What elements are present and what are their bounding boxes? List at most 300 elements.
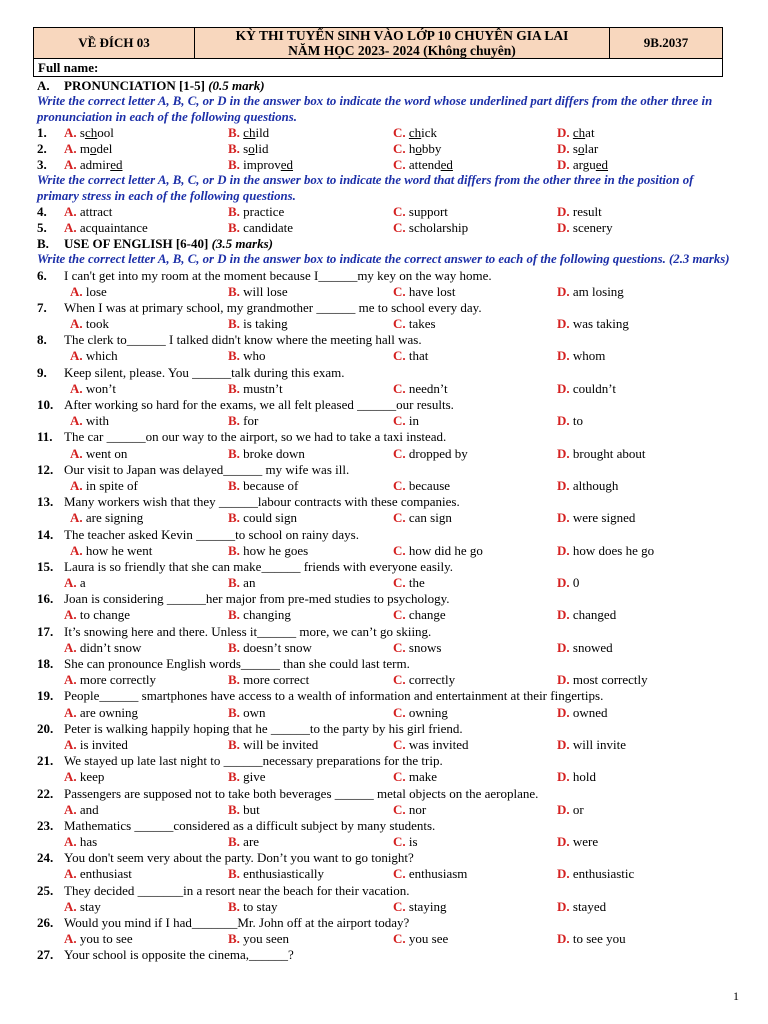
underlined-part: o xyxy=(90,141,97,156)
option-letter: B. xyxy=(228,672,240,688)
option xyxy=(64,802,99,818)
option-letter: B. xyxy=(228,801,240,817)
pronunciation-instruction: Write the correct letter A, B, C, or D in the answer box to indicate the word whose underlined part differs from the other three in pronunciation in each of the following questions. xyxy=(37,94,713,124)
option-text: doesn’t snow xyxy=(243,639,312,655)
option-text: are signing xyxy=(85,510,144,526)
option-letter: C. xyxy=(393,380,406,396)
question-stem-row xyxy=(37,591,737,607)
option-letter: C. xyxy=(393,769,406,785)
option-text: was invited xyxy=(408,736,469,752)
option-letter: C. xyxy=(393,704,406,720)
question-stem: When I was at primary school, my grandmother ______ me to school every day. xyxy=(64,299,482,315)
option-text-prefix: attend xyxy=(408,157,441,172)
option-text: am losing xyxy=(572,283,624,299)
question-stem: She can pronounce English words______ than she could last term. xyxy=(64,656,410,671)
option-letter: B. xyxy=(228,316,240,332)
question xyxy=(37,268,737,300)
section-a-heading xyxy=(37,78,737,94)
question-number: 24. xyxy=(37,850,54,866)
option-letter: B. xyxy=(228,413,240,429)
option xyxy=(557,284,624,300)
option-letter: B. xyxy=(228,931,240,947)
option xyxy=(64,931,133,947)
option xyxy=(228,640,312,656)
question-row xyxy=(37,204,737,220)
question-number: 12. xyxy=(37,461,54,477)
option-text: didn’t snow xyxy=(79,639,142,655)
option-text: how he goes xyxy=(243,542,309,558)
option-text: with xyxy=(85,413,110,429)
option-letter: D. xyxy=(557,607,570,623)
option xyxy=(228,834,259,850)
option-letter: C. xyxy=(393,801,406,817)
option-letter: A. xyxy=(70,542,83,558)
question-row xyxy=(37,141,737,157)
option xyxy=(228,543,308,559)
option-letter: D. xyxy=(557,204,570,219)
option-text: nor xyxy=(408,801,427,817)
option xyxy=(557,413,583,429)
option xyxy=(70,446,127,462)
option-letter: A. xyxy=(64,898,77,914)
option-text: brought about xyxy=(572,445,646,461)
option-text-suffix: ild xyxy=(255,125,270,140)
question-stem: You don't seem very about the party. Don’t you want to go tonight? xyxy=(64,850,414,866)
options-row xyxy=(37,510,737,526)
option-letter: D. xyxy=(557,575,570,591)
option-text: most correctly xyxy=(572,672,648,688)
option xyxy=(557,543,654,559)
question-stem-row xyxy=(37,300,737,316)
question-number: 27. xyxy=(37,947,54,963)
option-text: more correctly xyxy=(79,672,157,688)
option xyxy=(228,204,284,220)
full-name-label: Full name: xyxy=(34,59,723,77)
option-text: can sign xyxy=(408,510,452,526)
question-number: 17. xyxy=(37,623,54,639)
option-letter: B. xyxy=(228,157,240,172)
option-letter: B. xyxy=(228,607,240,623)
option xyxy=(393,769,437,785)
option xyxy=(557,141,598,157)
option-text-prefix: admir xyxy=(79,157,111,172)
option xyxy=(393,204,448,220)
option-letter: A. xyxy=(70,380,83,396)
question-stem: People______ smartphones have access to a wealth of information and entertainment at their fingertips. xyxy=(64,688,604,704)
option xyxy=(228,348,266,364)
option-text: have lost xyxy=(408,283,456,299)
question-number: 2. xyxy=(37,141,47,156)
section-b-mark: (3.5 marks) xyxy=(211,236,273,251)
option xyxy=(557,348,605,364)
section-b-heading xyxy=(37,236,737,252)
question xyxy=(37,332,737,364)
option-text: in spite of xyxy=(85,477,138,493)
option-letter: B. xyxy=(228,704,240,720)
question-stem: Passengers are supposed not to take both beverages ______ metal objects on the aeroplane. xyxy=(64,785,539,801)
option xyxy=(64,204,112,220)
option-text-suffix: ool xyxy=(97,125,114,140)
option xyxy=(64,157,123,173)
question-row xyxy=(37,220,737,236)
option xyxy=(557,446,645,462)
question xyxy=(37,591,737,623)
options-row xyxy=(37,316,737,332)
question-stem: Peter is walking happily hoping that he ______to the party by his girl friend. xyxy=(64,720,463,736)
option-text: lose xyxy=(85,283,107,299)
option-text-suffix: bby xyxy=(421,141,442,156)
option xyxy=(393,931,448,947)
options-row xyxy=(37,607,737,623)
question-stem-row xyxy=(37,753,737,769)
options-row xyxy=(37,543,737,559)
option-text: because xyxy=(408,477,451,493)
option-letter: D. xyxy=(557,141,570,156)
option-text: were xyxy=(572,834,599,850)
section-b-title: USE OF ENGLISH [6-40] xyxy=(64,236,209,251)
question-number: 8. xyxy=(37,332,47,348)
option-text: support xyxy=(408,204,448,219)
option xyxy=(393,157,453,173)
question-stem: Would you mind if I had_______Mr. John off at the airport today? xyxy=(64,915,410,930)
options-row xyxy=(37,348,737,364)
option xyxy=(557,737,626,753)
stress-questions xyxy=(37,204,737,236)
option-text-prefix: m xyxy=(79,141,91,156)
option-text: to see you xyxy=(572,931,626,947)
option-letter: C. xyxy=(393,931,406,947)
option-letter: D. xyxy=(557,477,570,493)
option-letter: C. xyxy=(393,834,406,850)
option-letter: A. xyxy=(64,672,77,688)
section-b-letter: B. xyxy=(37,236,49,251)
option-letter: D. xyxy=(557,157,570,172)
option-letter: A. xyxy=(64,125,77,140)
option-letter: D. xyxy=(557,125,570,140)
question xyxy=(37,397,737,429)
option-letter: C. xyxy=(393,575,406,591)
option-letter: D. xyxy=(557,834,570,850)
option-letter: A. xyxy=(64,769,77,785)
options-row xyxy=(37,834,737,850)
question-stem-row xyxy=(37,494,737,510)
question-row xyxy=(37,125,737,141)
underlined-part: ch xyxy=(572,125,586,140)
question-stem-row xyxy=(37,786,737,802)
question xyxy=(37,753,737,785)
question-number: 19. xyxy=(37,688,54,704)
question-stem: Joan is considering ______her major from pre-med studies to psychology. xyxy=(64,591,450,607)
option-text: will be invited xyxy=(243,736,319,752)
option-text: change xyxy=(408,607,446,623)
option xyxy=(64,640,141,656)
option-letter: A. xyxy=(64,141,77,156)
question-stem: Our visit to Japan was delayed______ my wife was ill. xyxy=(64,461,350,477)
option-text: will lose xyxy=(243,283,288,299)
option-letter: D. xyxy=(557,220,570,235)
question xyxy=(37,915,737,947)
option-text: needn’t xyxy=(408,380,448,396)
options-row xyxy=(37,931,737,947)
option-text-prefix: s xyxy=(243,141,249,156)
underlined-part: ed xyxy=(595,157,609,172)
exam-code: 9B.2037 xyxy=(610,28,723,59)
option-text: scholarship xyxy=(408,220,469,235)
option-letter: B. xyxy=(228,445,240,461)
option-text: broke down xyxy=(243,445,305,461)
option xyxy=(557,510,635,526)
option-text: an xyxy=(243,575,256,591)
option xyxy=(228,316,288,332)
question-stem-row xyxy=(37,332,737,348)
question-stem-row xyxy=(37,462,737,478)
option xyxy=(393,413,419,429)
option-text: you seen xyxy=(243,931,290,947)
option-text: takes xyxy=(408,316,436,332)
option-text: has xyxy=(79,834,98,850)
option xyxy=(393,866,467,882)
option xyxy=(64,834,97,850)
underlined-part: ch xyxy=(408,125,422,140)
question-stem: We stayed up late last night to ______necessary preparations for the trip. xyxy=(64,753,443,769)
option-letter: B. xyxy=(228,542,240,558)
option-text: owned xyxy=(572,704,608,720)
option-text: were signed xyxy=(572,510,636,526)
option xyxy=(557,866,634,882)
option-letter: D. xyxy=(557,672,570,688)
option-text: practice xyxy=(243,204,285,219)
option-text: went on xyxy=(85,445,128,461)
option-text: keep xyxy=(79,769,105,785)
section-a-letter: A. xyxy=(37,78,50,93)
option xyxy=(393,640,441,656)
option xyxy=(70,348,118,364)
option xyxy=(393,802,426,818)
question-number: 6. xyxy=(37,267,47,283)
option xyxy=(393,737,468,753)
option xyxy=(228,381,283,397)
option xyxy=(70,316,109,332)
option-letter: C. xyxy=(393,413,406,429)
option-text: and xyxy=(79,801,99,817)
option-text-prefix: s xyxy=(79,125,85,140)
question-number: 4. xyxy=(37,204,47,219)
question-number: 11. xyxy=(37,429,53,445)
question-number: 13. xyxy=(37,494,54,510)
option xyxy=(228,220,293,236)
option-letter: B. xyxy=(228,736,240,752)
option-text: own xyxy=(243,704,266,720)
option-text: took xyxy=(85,316,110,332)
question xyxy=(37,656,737,688)
option xyxy=(393,834,418,850)
option-letter: B. xyxy=(228,380,240,396)
question xyxy=(37,688,737,720)
option xyxy=(557,640,613,656)
option-text: who xyxy=(243,348,266,364)
option-text: will invite xyxy=(572,736,626,752)
option xyxy=(557,834,598,850)
option-text: is invited xyxy=(79,736,128,752)
question-stem-row xyxy=(37,624,737,640)
option-text: is taking xyxy=(243,316,288,332)
option-text: enthusiasm xyxy=(408,866,468,882)
option-letter: A. xyxy=(70,348,83,364)
option-text: you see xyxy=(408,931,449,947)
option xyxy=(64,125,114,141)
option-letter: D. xyxy=(557,931,570,947)
option-letter: C. xyxy=(393,204,406,219)
option-letter: D. xyxy=(557,413,570,429)
question xyxy=(37,494,737,526)
option xyxy=(393,381,448,397)
use-of-english-instruction: Write the correct letter A, B, C, or D in the answer box to indicate the correct answer to each of the following questions. (2.3 marks) xyxy=(37,252,730,266)
option-letter: A. xyxy=(64,607,77,623)
option-text: to change xyxy=(79,607,131,623)
option-letter: D. xyxy=(557,348,570,364)
question-number: 21. xyxy=(37,753,54,769)
underlined-part: ed xyxy=(440,157,453,172)
option-text: you to see xyxy=(79,931,133,947)
option-text: result xyxy=(572,204,602,219)
option-letter: B. xyxy=(228,283,240,299)
option-text: more correct xyxy=(243,672,310,688)
option-letter: C. xyxy=(393,607,406,623)
underlined-part: ch xyxy=(243,125,256,140)
option xyxy=(70,510,143,526)
option-letter: D. xyxy=(557,639,570,655)
option-letter: D. xyxy=(557,898,570,914)
question-stem: Mathematics ______considered as a difficult subject by many students. xyxy=(64,817,436,833)
option xyxy=(228,802,260,818)
option-letter: B. xyxy=(228,639,240,655)
option-text: attract xyxy=(79,204,113,219)
question-stem: The teacher asked Kevin ______to school on rainy days. xyxy=(64,526,359,542)
options-row xyxy=(37,899,737,915)
options-row xyxy=(37,381,737,397)
option xyxy=(64,672,156,688)
question-number: 20. xyxy=(37,720,54,736)
option-text: owning xyxy=(408,704,448,720)
question-stem: The clerk to______ I talked didn't know where the meeting hall was. xyxy=(64,332,422,348)
option-text: which xyxy=(85,348,118,364)
option-text-prefix: s xyxy=(572,141,578,156)
option-text: in xyxy=(408,413,420,429)
option-text: for xyxy=(243,413,259,429)
option-letter: C. xyxy=(393,477,406,493)
option xyxy=(64,141,112,157)
options-row xyxy=(37,672,737,688)
options-row xyxy=(37,284,737,300)
option xyxy=(393,510,452,526)
option-text: won’t xyxy=(85,380,116,396)
question-stem: Your school is opposite the cinema,______? xyxy=(64,947,294,963)
option-letter: B. xyxy=(228,125,240,140)
options-row xyxy=(37,866,737,882)
underlined-part: o xyxy=(577,141,585,156)
page-number: 1 xyxy=(733,989,739,1003)
option xyxy=(557,672,648,688)
question xyxy=(37,786,737,818)
question-stem: I can't get into my room at the moment because I______my key on the way home. xyxy=(64,267,492,283)
question-stem: They decided _______in a resort near the beach for their vacation. xyxy=(64,882,410,898)
option xyxy=(228,478,298,494)
option-letter: C. xyxy=(393,672,406,688)
question-stem-row xyxy=(37,883,737,899)
option-letter: B. xyxy=(228,220,240,235)
options-row xyxy=(37,802,737,818)
option-letter: B. xyxy=(228,510,240,526)
question-stem: The car ______on our way to the airport, so we had to take a taxi instead. xyxy=(64,429,447,445)
option-text: how he went xyxy=(85,542,153,558)
question xyxy=(37,527,737,559)
question-stem-row xyxy=(37,527,737,543)
option xyxy=(228,899,277,915)
question-number: 5. xyxy=(37,220,47,235)
option xyxy=(70,543,152,559)
option-letter: C. xyxy=(393,316,406,332)
option xyxy=(557,899,606,915)
option-text-suffix: lar xyxy=(584,141,599,156)
question-number: 9. xyxy=(37,364,47,380)
option xyxy=(64,866,132,882)
option-text: mustn’t xyxy=(243,380,283,396)
question xyxy=(37,883,737,915)
question xyxy=(37,818,737,850)
question-stem-row xyxy=(37,397,737,413)
question-row xyxy=(37,157,737,173)
option xyxy=(228,413,258,429)
option-letter: C. xyxy=(393,898,406,914)
option xyxy=(393,543,483,559)
option xyxy=(228,672,309,688)
question-stem-row xyxy=(37,365,737,381)
option xyxy=(70,413,109,429)
option-letter: A. xyxy=(64,157,77,172)
option-text: enthusiast xyxy=(79,866,132,882)
option-letter: D. xyxy=(557,316,570,332)
options-row xyxy=(37,575,737,591)
option xyxy=(557,204,602,220)
option-letter: C. xyxy=(393,220,406,235)
option-letter: A. xyxy=(70,445,83,461)
use-of-english-questions xyxy=(37,268,737,948)
option-letter: C. xyxy=(393,348,406,364)
question xyxy=(37,721,737,753)
option xyxy=(64,705,138,721)
option xyxy=(228,737,318,753)
options-row xyxy=(37,478,737,494)
options-row xyxy=(37,413,737,429)
option-letter: B. xyxy=(228,477,240,493)
option-text: couldn’t xyxy=(572,380,616,396)
option-text: acquaintance xyxy=(79,220,148,235)
option xyxy=(393,446,468,462)
option-letter: A. xyxy=(70,510,83,526)
underlined-part: ed xyxy=(110,157,123,172)
option xyxy=(557,931,626,947)
option xyxy=(557,381,616,397)
option-letter: A. xyxy=(64,220,77,235)
option-letter: A. xyxy=(64,704,77,720)
option-letter: B. xyxy=(228,348,240,364)
option-letter: B. xyxy=(228,834,240,850)
option-text: stay xyxy=(79,898,101,914)
option-letter: A. xyxy=(70,413,83,429)
option-letter: D. xyxy=(557,542,570,558)
option-letter: D. xyxy=(557,704,570,720)
option-letter: B. xyxy=(228,141,240,156)
